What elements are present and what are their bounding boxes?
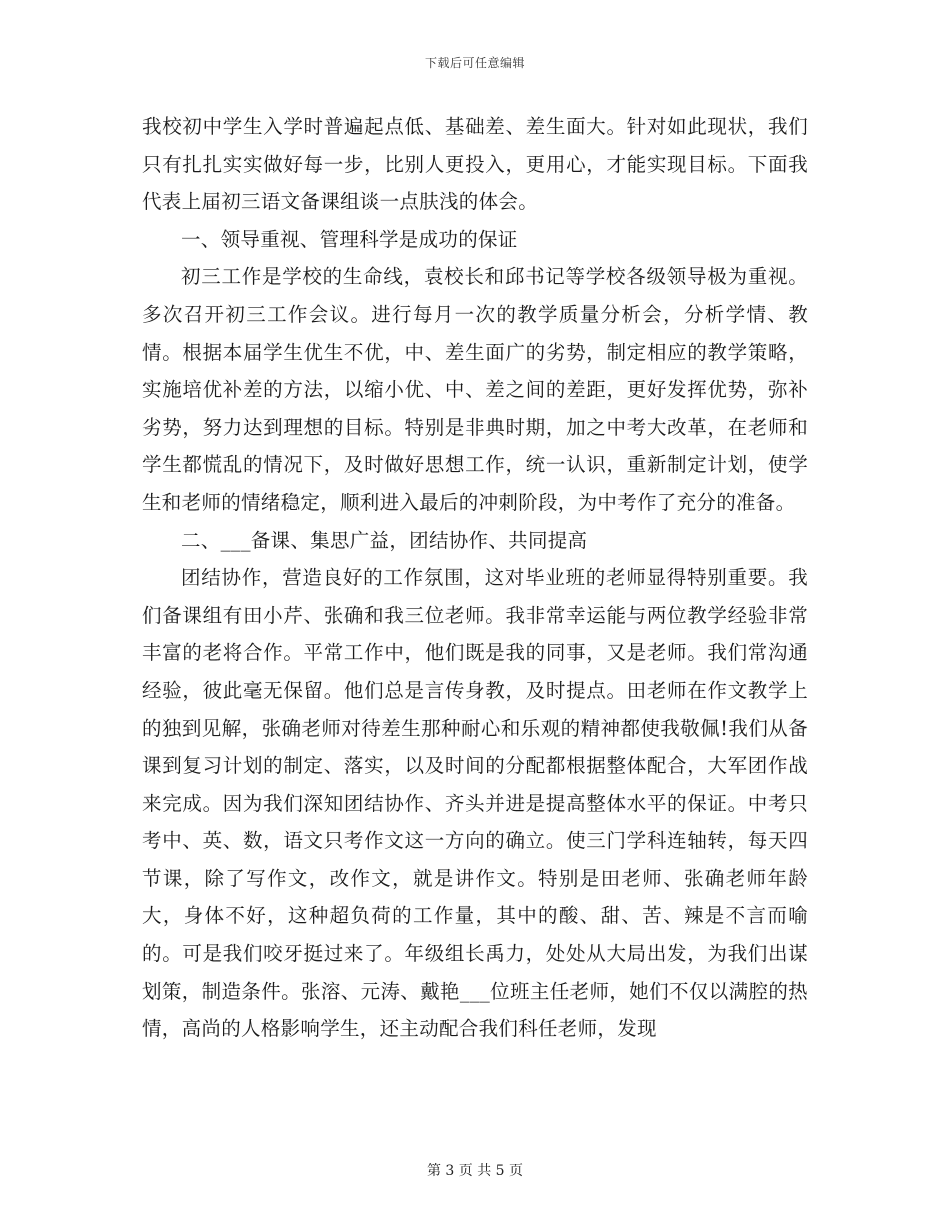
section-heading-1: 一、领导重视、管理科学是成功的保证 — [181, 227, 518, 251]
paragraph-intro: 我校初中学生入学时普遍起点低、基础差、差生面大。针对如此现状，我们只有扎扎实实做好每一步，比别人更投入，更用心，才能实现目标。下面我代表上届初三语文备课组谈一点肤浅的体会。 — [142, 115, 808, 214]
paragraph-section-1: 初三工作是学校的生命线，袁校长和邱书记等学校各级领导极为重视。多次召开初三工作会议。进行每月一次的教学质量分析会，分析学情、教情。根据本届学生优生不优，中、差生面广的劣势，制定相应的教学策略，实施培优补差的方法，以缩小优、中、差之间的差距，更好发挥优势，弥补劣势，努力达到理想的目标。特别是非典时期，加之中考大改革，在老师和学生都慌乱的情况下，及时做好思想工作，统一认识，重新制定计划，使学生和老师的情绪稳定，顺利进入最后的冲刺阶段，为中考作了充分的准备。 — [142, 265, 808, 514]
page-header-note: 下载后可任意编辑 — [424, 56, 525, 70]
page-number: 第 3 页 共 5 页 — [426, 1163, 524, 1179]
section-heading-2: 二、___备课、集思广益，团结协作、共同提高 — [181, 528, 588, 552]
document-body — [142, 108, 808, 1048]
paragraph-section-2: 团结协作，营造良好的工作氛围，这对毕业班的老师显得特别重要。我们备课组有田小芹、张确和我三位老师。我非常幸运能与两位教学经验非常丰富的老将合作。平常工作中，他们既是我的同事，又是老师。我们常沟通经验，彼此毫无保留。他们总是言传身教，及时提点。田老师在作文教学上的独到见解，张确老师对待差生那种耐心和乐观的精神都使我敬佩!我们从备课到复习计划的制定、落实，以及时间的分配都根据整体配合，大军团作战来完成。因为我们深知团结协作、齐头并进是提高整体水平的保证。中考只考中、英、数，语文只考作文这一方向的确立。使三门学科连轴转，每天四节课，除了写作文，改作文，就是讲作文。特别是田老师、张确老师年龄大，身体不好，这种超负荷的工作量，其中的酸、甜、苦、辣是不言而喻的。可是我们咬牙挺过来了。年级组长禹力，处处从大局出发，为我们出谋划策，制造条件。张溶、元涛、戴艳___位班主任老师，她们不仅以满腔的热情，高尚的人格影响学生，还主动配合我们科任老师，发现 — [142, 566, 808, 1041]
